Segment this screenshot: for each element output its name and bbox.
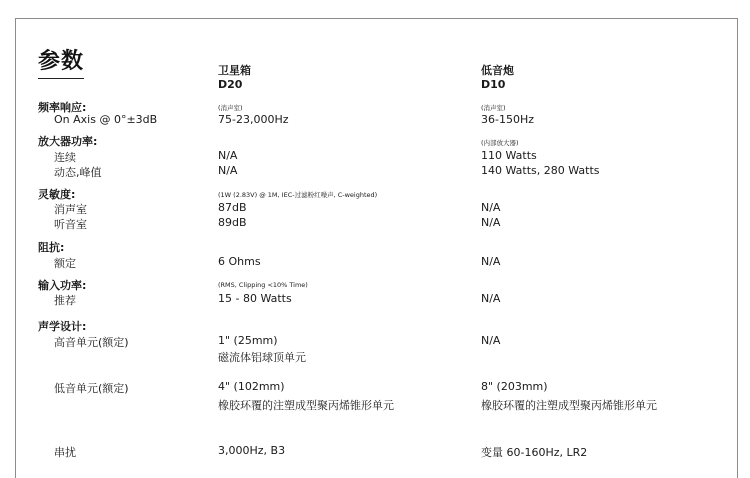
input-power-sat-note: (RMS, Clipping <10% Time): [218, 281, 308, 289]
amp-power-label: 放大器功率:: [38, 135, 98, 148]
impedance-sub-rated: N/A: [481, 255, 501, 268]
sensitivity-sub-listening: N/A: [481, 216, 501, 229]
amp-sub-dynamic: 140 Watts, 280 Watts: [481, 164, 600, 177]
freq-response-sublabel: On Axis @ 0°±3dB: [54, 113, 158, 126]
tweeter-sat-desc: 磁流体铝球顶单元: [218, 351, 306, 364]
amp-sat-dynamic: N/A: [218, 164, 238, 177]
freq-sub-value: 36-150Hz: [481, 113, 535, 126]
crossover-label: 串扰: [54, 446, 76, 459]
woofer-sub-desc: 橡胶环覆的注塑成型聚丙烯锥形单元: [481, 399, 657, 412]
input-power-rec-label: 推荐: [54, 294, 76, 307]
input-power-label: 输入功率:: [38, 279, 87, 292]
crossover-sat-value: 3,000Hz, B3: [218, 444, 286, 457]
sensitivity-label: 灵敏度:: [38, 188, 76, 201]
amp-sub-continuous: 110 Watts: [481, 149, 537, 162]
input-power-sub-rec: N/A: [481, 292, 501, 305]
woofer-sat-desc: 橡胶环覆的注塑成型聚丙烯锥形单元: [218, 399, 394, 412]
subwoofer-column-model: D10: [481, 78, 506, 91]
sensitivity-sat-anechoic: 87dB: [218, 201, 247, 214]
amp-sat-continuous: N/A: [218, 149, 238, 162]
sensitivity-sat-listening: 89dB: [218, 216, 247, 229]
satellite-column-model: D20: [218, 78, 243, 91]
impedance-sat-rated: 6 Ohms: [218, 255, 261, 268]
freq-response-label: 频率响应:: [38, 101, 87, 114]
input-power-sat-rec: 15 - 80 Watts: [218, 292, 292, 305]
impedance-rated-label: 额定: [54, 257, 76, 270]
sensitivity-anechoic-label: 消声室: [54, 203, 87, 216]
tweeter-sub-size: N/A: [481, 334, 501, 347]
tweeter-sat-size: 1" (25mm): [218, 334, 278, 347]
amp-dynamic-label: 动态,峰值: [54, 166, 102, 179]
woofer-sat-size: 4" (102mm): [218, 380, 285, 393]
satellite-column-name: 卫星箱: [218, 64, 251, 77]
impedance-label: 阻抗:: [38, 241, 65, 254]
freq-sat-value: 75-23,000Hz: [218, 113, 289, 126]
freq-sub-note: (消声室): [481, 104, 506, 112]
sensitivity-sub-anechoic: N/A: [481, 201, 501, 214]
sensitivity-sat-note: (1W (2.83V) @ 1M, IEC-过滤粉红噪声, C-weighted): [218, 191, 378, 199]
woofer-sub-size: 8" (203mm): [481, 380, 548, 393]
freq-sat-note: (消声室): [218, 104, 243, 112]
page-title: 参数: [38, 49, 85, 74]
amp-sub-note: (内部放大器): [481, 139, 519, 147]
sensitivity-listening-label: 听音室: [54, 218, 87, 231]
subwoofer-column-name: 低音炮: [481, 64, 514, 77]
crossover-sub-value: 变量 60-160Hz, LR2: [481, 446, 588, 459]
title-underline: [38, 78, 84, 79]
woofer-label: 低音单元(额定): [54, 382, 129, 395]
tweeter-label: 高音单元(额定): [54, 336, 129, 349]
amp-continuous-label: 连续: [54, 151, 76, 164]
acoustic-design-label: 声学设计:: [38, 320, 87, 333]
